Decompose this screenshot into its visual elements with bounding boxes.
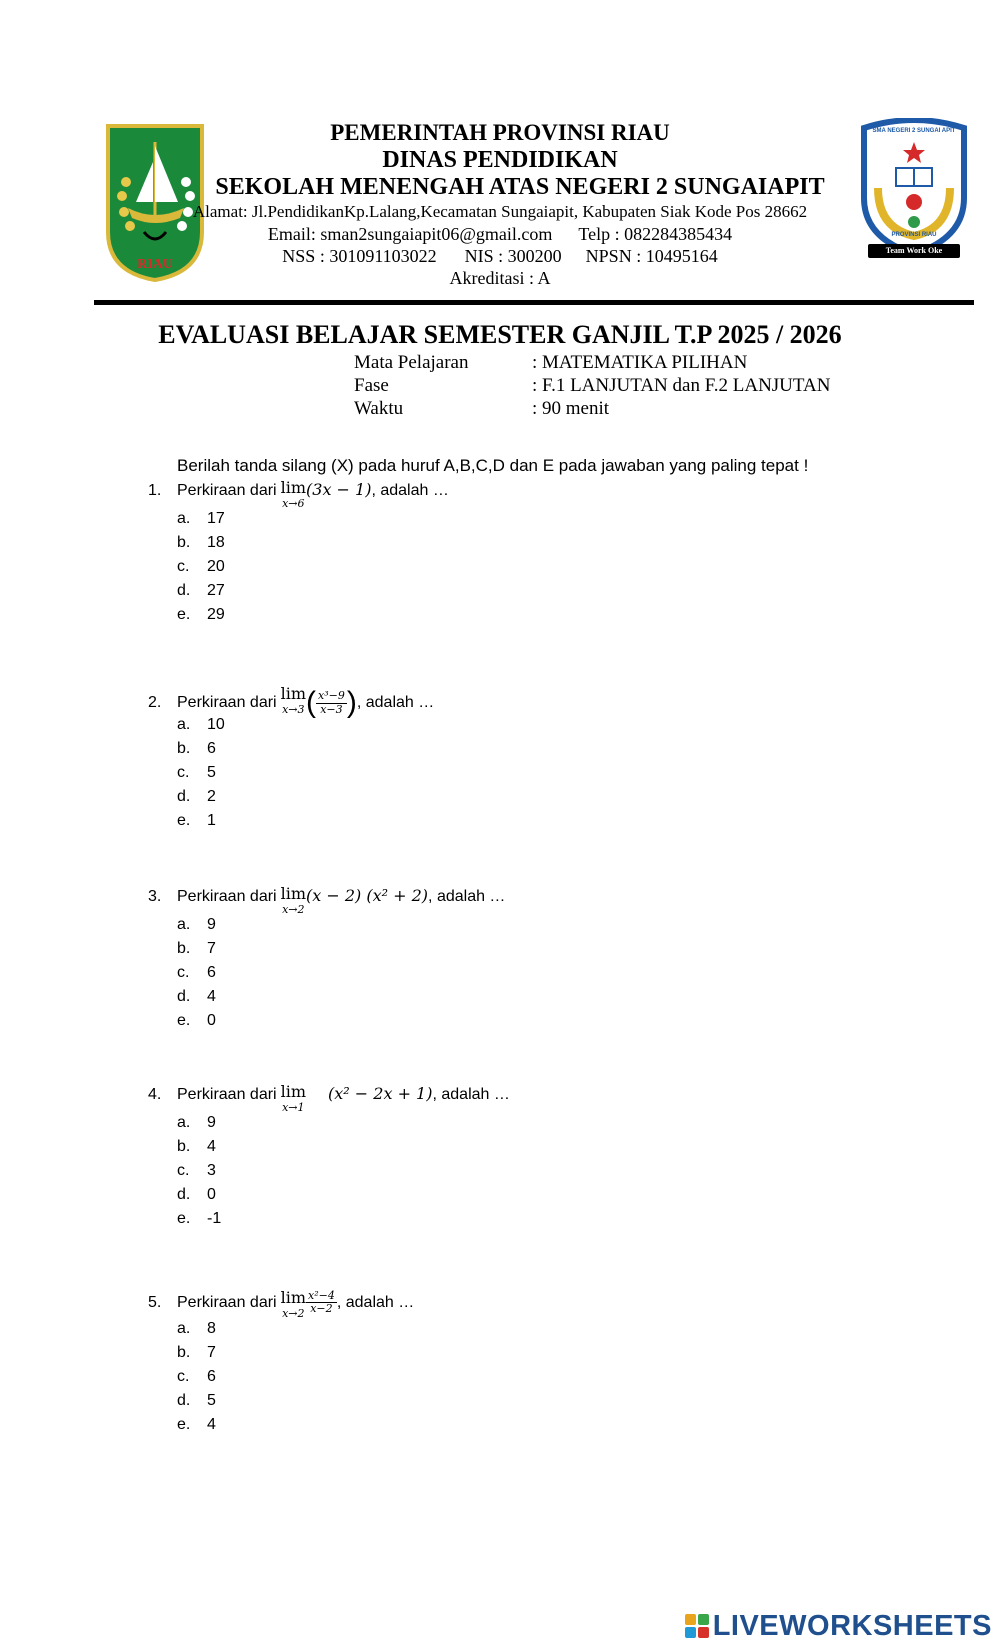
header-line-2: DINAS PENDIDIKAN bbox=[382, 147, 618, 173]
option-letter: e. bbox=[177, 1210, 191, 1227]
right-logo-motto: Team Work Oke bbox=[885, 246, 943, 255]
option-text: 5 bbox=[207, 1392, 216, 1409]
option-text: 17 bbox=[207, 510, 225, 527]
fraction-denominator: x−3 bbox=[320, 702, 343, 716]
answer-option[interactable] bbox=[177, 812, 216, 830]
option-letter: a. bbox=[177, 1114, 191, 1131]
limit-subscript: x→1 bbox=[282, 1101, 305, 1114]
option-letter: a. bbox=[177, 1320, 191, 1337]
answer-option[interactable] bbox=[177, 1416, 216, 1434]
limit-expression: (3x − 1) bbox=[306, 480, 372, 499]
option-letter: d. bbox=[177, 788, 191, 805]
option-letter: e. bbox=[177, 606, 191, 623]
meta-label: Mata Pelajaran bbox=[354, 352, 469, 373]
right-logo-top-text: SMA NEGERI 2 SUNGAI APIT bbox=[872, 128, 956, 134]
answer-option[interactable] bbox=[177, 558, 225, 576]
answer-option[interactable] bbox=[177, 1392, 216, 1410]
option-text: -1 bbox=[207, 1210, 222, 1227]
question-3 bbox=[148, 886, 505, 915]
limit-word: lim bbox=[280, 1288, 307, 1307]
question-number: 3. bbox=[148, 888, 162, 905]
fraction-denominator: x−2 bbox=[310, 1302, 333, 1316]
left-logo-text: RIAU bbox=[137, 257, 173, 272]
option-text: 0 bbox=[207, 1186, 216, 1203]
option-letter: a. bbox=[177, 716, 191, 733]
option-text: 20 bbox=[207, 558, 225, 575]
option-letter: c. bbox=[177, 1368, 190, 1385]
fraction-numerator: x³−9 bbox=[318, 689, 345, 703]
answer-option[interactable] bbox=[177, 716, 225, 734]
limit-subscript: x→3 bbox=[282, 703, 305, 716]
option-text: 2 bbox=[207, 788, 216, 805]
limit-expression: (x − 2) (x² + 2) bbox=[306, 886, 429, 905]
answer-option[interactable] bbox=[177, 1114, 216, 1132]
limit-operator bbox=[281, 886, 306, 915]
option-letter: b. bbox=[177, 534, 191, 551]
meta-row bbox=[354, 375, 830, 397]
limit-word: lim bbox=[280, 684, 307, 703]
question-5 bbox=[148, 1290, 414, 1319]
answer-option[interactable] bbox=[177, 1368, 216, 1386]
header-line-1: PEMERINTAH PROVINSI RIAU bbox=[330, 120, 670, 145]
option-text: 6 bbox=[207, 740, 216, 757]
fraction-numerator: x²−4 bbox=[308, 1289, 335, 1302]
liveworksheets-icon bbox=[685, 1614, 709, 1638]
option-text: 9 bbox=[207, 916, 216, 933]
option-letter: c. bbox=[177, 1162, 190, 1179]
option-letter: b. bbox=[177, 940, 191, 957]
question-4 bbox=[148, 1084, 510, 1113]
option-letter: c. bbox=[177, 964, 190, 981]
answer-option[interactable] bbox=[177, 1210, 221, 1228]
option-letter: d. bbox=[177, 582, 191, 599]
answer-option[interactable] bbox=[177, 764, 216, 782]
header-email: Email: sman2sungaiapit06@gmail.com bbox=[267, 224, 553, 244]
option-text: 4 bbox=[207, 1138, 216, 1155]
header-contact bbox=[0, 224, 1000, 245]
option-letter: b. bbox=[177, 740, 191, 757]
meta-label: Fase bbox=[354, 375, 389, 396]
header-phone: Telp : 082284385434 bbox=[578, 224, 733, 244]
limit-word: lim bbox=[280, 884, 307, 903]
question-prefix: Perkiraan dari bbox=[177, 482, 277, 499]
question-number: 1. bbox=[148, 482, 162, 499]
question-prefix: Perkiraan dari bbox=[177, 694, 277, 712]
question-prefix: Perkiraan dari bbox=[177, 1293, 277, 1311]
question-suffix: , adalah … bbox=[432, 1086, 510, 1103]
answer-option[interactable] bbox=[177, 1186, 216, 1204]
option-letter: d. bbox=[177, 988, 191, 1005]
limit-subscript: x→6 bbox=[282, 497, 305, 510]
meta-row bbox=[354, 352, 747, 374]
option-letter: e. bbox=[177, 1012, 191, 1029]
question-prefix: Perkiraan dari bbox=[177, 1086, 277, 1103]
header-akreditasi: Akreditasi : A bbox=[449, 268, 551, 288]
limit-word: lim bbox=[280, 1082, 307, 1101]
option-text: 10 bbox=[207, 716, 225, 733]
question-prefix: Perkiraan dari bbox=[177, 888, 277, 905]
limit-word: lim bbox=[280, 478, 307, 497]
question-suffix: , adalah … bbox=[356, 694, 435, 712]
option-text: 0 bbox=[207, 1012, 216, 1029]
option-letter: d. bbox=[177, 1186, 191, 1203]
exam-title: EVALUASI BELAJAR SEMESTER GANJIL T.P 2025 / 2026 bbox=[158, 320, 842, 349]
limit-expression: (x² − 2x + 1) bbox=[328, 1084, 433, 1103]
option-text: 5 bbox=[207, 764, 216, 781]
option-text: 6 bbox=[207, 1368, 216, 1385]
option-text: 6 bbox=[207, 964, 216, 981]
limit-operator bbox=[281, 1290, 306, 1319]
answer-option[interactable] bbox=[177, 988, 216, 1006]
fraction bbox=[306, 1290, 337, 1315]
option-letter: e. bbox=[177, 812, 191, 829]
meta-row bbox=[354, 398, 609, 420]
option-text: 7 bbox=[207, 940, 216, 957]
liveworksheets-brand bbox=[685, 1610, 992, 1643]
header-npsn: NPSN : 10495164 bbox=[585, 246, 718, 266]
limit-operator bbox=[281, 1084, 306, 1113]
answer-option[interactable] bbox=[177, 1162, 216, 1180]
option-text: 4 bbox=[207, 988, 216, 1005]
answer-option[interactable] bbox=[177, 916, 216, 934]
question-suffix: , adalah … bbox=[371, 482, 449, 499]
option-text: 29 bbox=[207, 606, 225, 623]
instruction: Berilah tanda silang (X) pada huruf A,B,C,D dan E pada jawaban yang paling tepat ! bbox=[177, 456, 809, 475]
option-letter: d. bbox=[177, 1392, 191, 1409]
question-suffix: , adalah … bbox=[336, 1293, 415, 1311]
option-text: 3 bbox=[207, 1162, 216, 1179]
answer-option[interactable] bbox=[177, 964, 216, 982]
answer-option[interactable] bbox=[177, 606, 225, 624]
option-text: 1 bbox=[207, 812, 216, 829]
question-number: 5. bbox=[148, 1293, 162, 1311]
answer-option[interactable] bbox=[177, 1138, 216, 1156]
header-line-3: SEKOLAH MENENGAH ATAS NEGERI 2 SUNGAIAPIT bbox=[215, 174, 825, 200]
answer-option[interactable] bbox=[177, 534, 225, 552]
brand-text: LIVEWORKSHEETS bbox=[712, 1610, 992, 1642]
limit-subscript: x→2 bbox=[282, 1307, 305, 1320]
option-text: 4 bbox=[207, 1416, 216, 1433]
header-divider bbox=[94, 300, 974, 305]
question-number: 2. bbox=[148, 694, 162, 712]
option-letter: a. bbox=[177, 916, 191, 933]
answer-option[interactable] bbox=[177, 582, 225, 600]
fraction bbox=[316, 690, 347, 715]
question-number: 4. bbox=[148, 1086, 162, 1103]
answer-option[interactable] bbox=[177, 510, 225, 528]
answer-option[interactable] bbox=[177, 1320, 216, 1338]
option-letter: c. bbox=[177, 558, 190, 575]
limit-operator bbox=[281, 686, 306, 715]
meta-value: : MATEMATIKA PILIHAN bbox=[532, 352, 748, 373]
option-letter: e. bbox=[177, 1416, 191, 1433]
limit-operator bbox=[281, 480, 306, 509]
limit-subscript: x→2 bbox=[282, 903, 305, 916]
option-text: 8 bbox=[207, 1320, 216, 1337]
meta-value: : F.1 LANJUTAN dan F.2 LANJUTAN bbox=[532, 375, 831, 396]
meta-label: Waktu bbox=[354, 398, 404, 419]
answer-option[interactable] bbox=[177, 1344, 216, 1362]
option-letter: c. bbox=[177, 764, 190, 781]
meta-value: : 90 menit bbox=[532, 398, 610, 419]
option-text: 18 bbox=[207, 534, 225, 551]
question-1 bbox=[148, 480, 449, 509]
question-suffix: , adalah … bbox=[428, 888, 506, 905]
option-letter: b. bbox=[177, 1138, 191, 1155]
header-nss: NSS : 301091103022 bbox=[282, 246, 437, 266]
header-address: Alamat: Jl.PendidikanKp.Lalang,Kecamatan Sungaiapit, Kabupaten Siak Kode Pos 28662 bbox=[192, 202, 808, 221]
option-text: 27 bbox=[207, 582, 225, 599]
header-ids bbox=[0, 246, 1000, 267]
right-logo-bottom-text: PROVINSI RIAU bbox=[891, 232, 937, 238]
answer-option[interactable] bbox=[177, 740, 216, 758]
option-letter: b. bbox=[177, 1344, 191, 1361]
answer-option[interactable] bbox=[177, 788, 216, 806]
header-nis: NIS : 300200 bbox=[464, 246, 562, 266]
answer-option[interactable] bbox=[177, 940, 216, 958]
question-2: 2. Perkiraan dari lim x→3 ( $\frac{\text{x³−9}}{x-3}$ ), adalah … bbox=[148, 684, 435, 719]
option-text: 7 bbox=[207, 1344, 216, 1361]
option-text: 9 bbox=[207, 1114, 216, 1131]
answer-option[interactable] bbox=[177, 1012, 216, 1030]
option-letter: a. bbox=[177, 510, 191, 527]
